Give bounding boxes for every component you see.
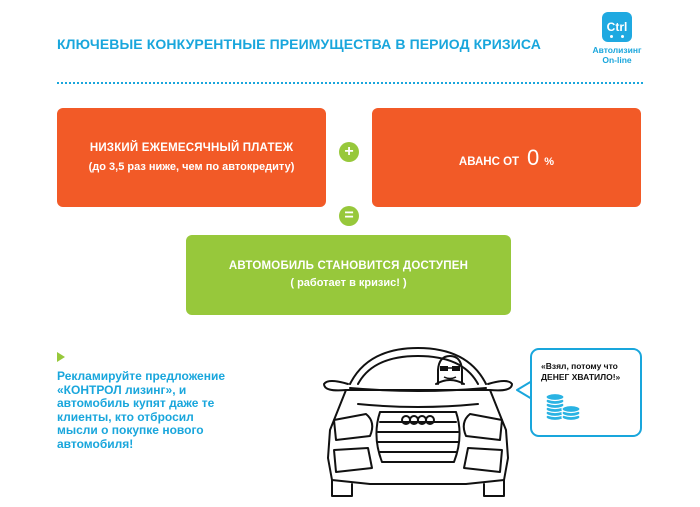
low-payment-box [57,108,326,207]
bubble-quote: «Взял, потому что ДЕНЕГ ХВАТИЛО!» [541,361,621,382]
advance-prefix: АВАНС ОТ [458,155,520,168]
promo-text: Рекламируйте предложение «КОНТРОЛ лизинг», и автомобиль купят даже те клиенты, кто отбросил мысли о покупке нового автомобиля! [57,369,226,451]
dotted-divider [57,82,643,84]
car-illustration [318,340,518,500]
advance-box [372,108,641,207]
low-payment-subtitle: (до 3,5 раз ниже, чем по автокредиту) [88,160,295,173]
logo-line2: On-line [602,55,632,65]
advance-value: 0 [527,144,540,170]
result-box [186,235,511,315]
advance-unit: % [544,155,555,168]
coins-icon [545,392,581,422]
plus-icon: + [339,142,359,162]
low-payment-title: НИЗКИЙ ЕЖЕМЕСЯЧНЫЙ ПЛАТЕЖ [89,141,294,154]
logo-badge-text: Ctrl [606,20,628,34]
green-arrow-icon [57,352,65,362]
page-title: КЛЮЧЕВЫЕ КОНКУРЕНТНЫЕ ПРЕИМУЩЕСТВА В ПЕРИОД КРИЗИСА [57,36,541,52]
result-subtitle: ( работает в кризис! ) [290,277,407,289]
logo-line1: Автолизинг [592,45,642,55]
result-title: АВТОМОБИЛЬ СТАНОВИТСЯ ДОСТУПЕН [228,260,469,272]
logo [586,12,648,65]
equals-icon: = [339,206,359,226]
logo-badge [602,12,632,42]
